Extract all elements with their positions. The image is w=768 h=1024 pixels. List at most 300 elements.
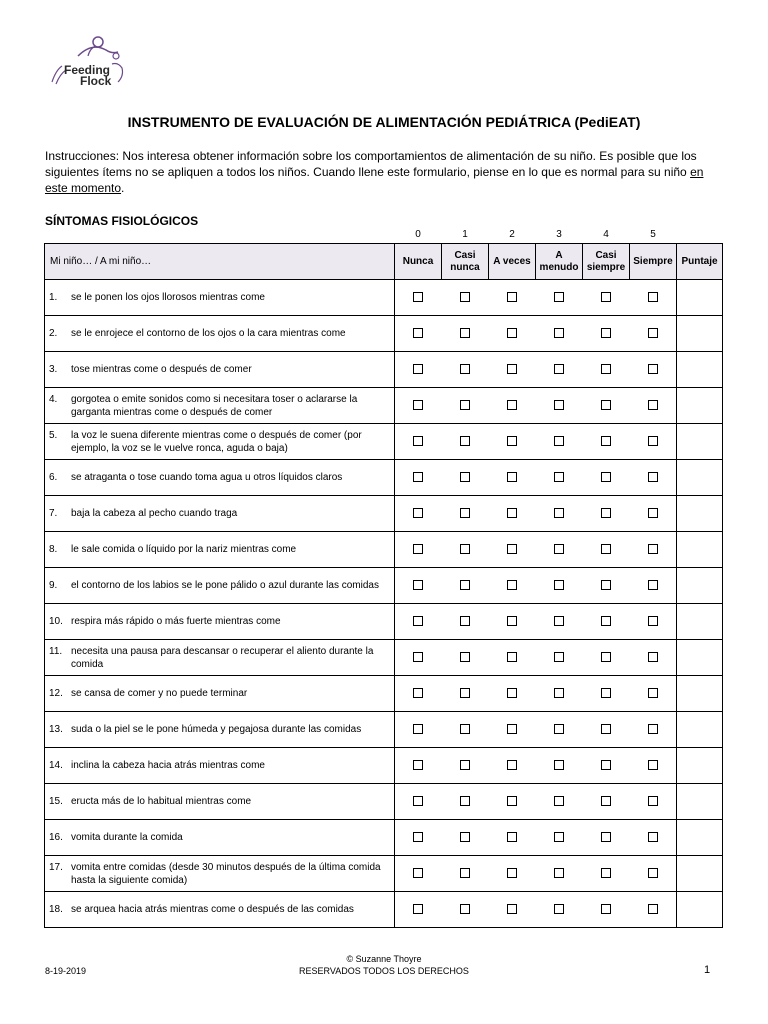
scale-number: 4 xyxy=(603,229,609,240)
answer-checkbox[interactable] xyxy=(507,328,517,338)
answer-checkbox[interactable] xyxy=(413,400,423,410)
option-cell xyxy=(630,388,677,424)
option-cell xyxy=(630,820,677,856)
question-number: 10. xyxy=(49,616,63,627)
answer-checkbox[interactable] xyxy=(507,436,517,446)
table-row xyxy=(45,712,723,748)
answer-checkbox[interactable] xyxy=(507,616,517,626)
table-row xyxy=(45,460,723,496)
header-first-column: Mi niño… / A mi niño… xyxy=(45,244,395,280)
answer-checkbox[interactable] xyxy=(554,544,564,554)
option-cell xyxy=(630,676,677,712)
answer-checkbox[interactable] xyxy=(413,472,423,482)
option-cell xyxy=(536,316,583,352)
questionnaire-table xyxy=(44,243,723,928)
option-cell xyxy=(489,604,536,640)
answer-checkbox[interactable] xyxy=(554,760,564,770)
answer-checkbox[interactable] xyxy=(601,580,611,590)
answer-checkbox[interactable] xyxy=(507,688,517,698)
answer-checkbox[interactable] xyxy=(648,508,658,518)
option-cell xyxy=(395,784,442,820)
answer-checkbox[interactable] xyxy=(601,472,611,482)
answer-checkbox[interactable] xyxy=(507,760,517,770)
answer-checkbox[interactable] xyxy=(413,724,423,734)
question-cell xyxy=(45,316,395,352)
option-cell xyxy=(489,388,536,424)
question-cell xyxy=(45,280,395,316)
option-cell xyxy=(395,496,442,532)
answer-checkbox[interactable] xyxy=(460,652,470,662)
question-number: 13. xyxy=(49,724,63,735)
question-cell xyxy=(45,424,395,460)
question-number: 14. xyxy=(49,760,63,771)
answer-checkbox[interactable] xyxy=(413,904,423,914)
table-row xyxy=(45,568,723,604)
answer-checkbox[interactable] xyxy=(554,904,564,914)
instructions-paragraph xyxy=(45,148,721,196)
question-cell xyxy=(45,388,395,424)
option-cell xyxy=(536,820,583,856)
question-cell xyxy=(45,820,395,856)
option-cell xyxy=(442,280,489,316)
scale-numbers xyxy=(0,229,768,243)
question-cell xyxy=(45,748,395,784)
answer-checkbox[interactable] xyxy=(413,292,423,302)
option-cell xyxy=(536,748,583,784)
option-cell xyxy=(395,676,442,712)
option-cell xyxy=(395,748,442,784)
answer-checkbox[interactable] xyxy=(507,580,517,590)
option-cell xyxy=(442,604,489,640)
feeding-flock-logo xyxy=(48,34,140,96)
option-cell xyxy=(536,532,583,568)
header-option-line2: nunca xyxy=(450,261,480,273)
question-text: el contorno de los labios se le pone pálido o azul durante las comidas xyxy=(71,580,379,591)
score-input-cell[interactable] xyxy=(677,424,723,460)
option-cell xyxy=(489,568,536,604)
answer-checkbox[interactable] xyxy=(460,688,470,698)
answer-checkbox[interactable] xyxy=(507,796,517,806)
question-text: vomita durante la comida xyxy=(71,832,183,843)
answer-checkbox[interactable] xyxy=(601,292,611,302)
score-input-cell[interactable] xyxy=(677,568,723,604)
answer-checkbox[interactable] xyxy=(413,868,423,878)
answer-checkbox[interactable] xyxy=(554,292,564,302)
question-number: 6. xyxy=(49,472,58,483)
option-cell xyxy=(630,784,677,820)
option-cell xyxy=(536,460,583,496)
option-cell xyxy=(489,748,536,784)
header-option-line2: menudo xyxy=(539,261,579,273)
option-cell xyxy=(442,496,489,532)
option-cell xyxy=(395,316,442,352)
score-input-cell[interactable] xyxy=(677,820,723,856)
answer-checkbox[interactable] xyxy=(460,508,470,518)
question-text: respira más rápido o más fuerte mientras come xyxy=(71,616,281,627)
answer-checkbox[interactable] xyxy=(460,292,470,302)
score-input-cell[interactable] xyxy=(677,352,723,388)
answer-checkbox[interactable] xyxy=(460,580,470,590)
option-cell xyxy=(583,784,630,820)
option-cell xyxy=(583,388,630,424)
option-cell xyxy=(583,712,630,748)
header-option-line1: Casi xyxy=(454,249,476,261)
answer-checkbox[interactable] xyxy=(554,400,564,410)
table-row xyxy=(45,856,723,892)
option-cell xyxy=(489,460,536,496)
option-cell xyxy=(630,604,677,640)
answer-checkbox[interactable] xyxy=(601,508,611,518)
answer-checkbox[interactable] xyxy=(460,616,470,626)
answer-checkbox[interactable] xyxy=(554,616,564,626)
option-cell xyxy=(536,856,583,892)
scale-number: 0 xyxy=(415,229,421,240)
question-cell xyxy=(45,460,395,496)
question-text: gorgotea o emite sonidos como si necesitara toser o aclararse la garganta mientras come o después de comer xyxy=(71,393,358,418)
answer-checkbox[interactable] xyxy=(413,580,423,590)
score-input-cell[interactable] xyxy=(677,748,723,784)
answer-checkbox[interactable] xyxy=(601,328,611,338)
question-number: 9. xyxy=(49,580,58,591)
option-cell xyxy=(630,748,677,784)
footer-rights: RESERVADOS TODOS LOS DERECHOS xyxy=(299,966,469,976)
answer-checkbox[interactable] xyxy=(507,652,517,662)
table-row xyxy=(45,388,723,424)
answer-checkbox[interactable] xyxy=(554,652,564,662)
question-text: se le ponen los ojos llorosos mientras come xyxy=(71,292,265,303)
score-input-cell[interactable] xyxy=(677,280,723,316)
score-input-cell[interactable] xyxy=(677,676,723,712)
answer-checkbox[interactable] xyxy=(648,868,658,878)
option-cell xyxy=(442,712,489,748)
option-cell xyxy=(630,568,677,604)
answer-checkbox[interactable] xyxy=(507,364,517,374)
answer-checkbox[interactable] xyxy=(554,580,564,590)
option-cell xyxy=(442,784,489,820)
question-number: 7. xyxy=(49,508,58,519)
answer-checkbox[interactable] xyxy=(601,796,611,806)
option-cell xyxy=(630,496,677,532)
option-cell xyxy=(442,820,489,856)
score-input-cell[interactable] xyxy=(677,856,723,892)
question-text: se arquea hacia atrás mientras come o después de las comidas xyxy=(71,904,354,915)
header-option-line1: Siempre xyxy=(633,255,673,267)
answer-checkbox[interactable] xyxy=(648,724,658,734)
answer-checkbox[interactable] xyxy=(601,760,611,770)
score-input-cell[interactable] xyxy=(677,784,723,820)
answer-checkbox[interactable] xyxy=(648,436,658,446)
option-cell xyxy=(489,640,536,676)
score-input-cell[interactable] xyxy=(677,460,723,496)
option-cell xyxy=(489,892,536,928)
table-row xyxy=(45,820,723,856)
option-cell xyxy=(395,604,442,640)
table-row xyxy=(45,640,723,676)
option-cell xyxy=(630,316,677,352)
score-input-cell[interactable] xyxy=(677,316,723,352)
question-text: se le enrojece el contorno de los ojos o la cara mientras come xyxy=(71,328,346,339)
answer-checkbox[interactable] xyxy=(413,436,423,446)
header-option xyxy=(442,244,489,280)
answer-checkbox[interactable] xyxy=(554,868,564,878)
option-cell xyxy=(630,640,677,676)
option-cell xyxy=(489,856,536,892)
answer-checkbox[interactable] xyxy=(601,832,611,842)
header-score: Puntaje xyxy=(677,244,723,280)
option-cell xyxy=(536,496,583,532)
option-cell xyxy=(536,280,583,316)
option-cell xyxy=(583,352,630,388)
option-cell xyxy=(630,532,677,568)
option-cell xyxy=(442,460,489,496)
answer-checkbox[interactable] xyxy=(601,544,611,554)
answer-checkbox[interactable] xyxy=(413,364,423,374)
scale-number: 2 xyxy=(509,229,515,240)
question-number: 16. xyxy=(49,832,63,843)
answer-checkbox[interactable] xyxy=(460,760,470,770)
footer-copyright: © Suzanne Thoyre xyxy=(346,954,422,964)
answer-checkbox[interactable] xyxy=(554,832,564,842)
option-cell xyxy=(583,820,630,856)
answer-checkbox[interactable] xyxy=(413,688,423,698)
option-cell xyxy=(395,532,442,568)
question-number: 5. xyxy=(49,429,58,441)
question-text: suda o la piel se le pone húmeda y pegajosa durante las comidas xyxy=(71,724,362,735)
scale-number: 1 xyxy=(462,229,468,240)
question-cell xyxy=(45,784,395,820)
option-cell xyxy=(442,856,489,892)
option-cell xyxy=(442,892,489,928)
question-cell xyxy=(45,604,395,640)
option-cell xyxy=(442,748,489,784)
answer-checkbox[interactable] xyxy=(507,868,517,878)
score-input-cell[interactable] xyxy=(677,604,723,640)
answer-checkbox[interactable] xyxy=(648,328,658,338)
question-number: 11. xyxy=(49,645,63,657)
answer-checkbox[interactable] xyxy=(554,796,564,806)
answer-checkbox[interactable] xyxy=(601,364,611,374)
question-cell xyxy=(45,892,395,928)
question-text: se cansa de comer y no puede terminar xyxy=(71,688,248,699)
answer-checkbox[interactable] xyxy=(507,472,517,482)
option-cell xyxy=(630,712,677,748)
option-cell xyxy=(395,388,442,424)
logo-text-line2: Flock xyxy=(80,74,112,88)
option-cell xyxy=(489,784,536,820)
question-text: la voz le suena diferente mientras come o después de comer (por ejemplo, la voz se le vuelve ronca, aguda o baja) xyxy=(71,429,362,454)
option-cell xyxy=(536,604,583,640)
table-row xyxy=(45,352,723,388)
answer-checkbox[interactable] xyxy=(507,292,517,302)
option-cell xyxy=(442,352,489,388)
question-cell xyxy=(45,532,395,568)
answer-checkbox[interactable] xyxy=(554,364,564,374)
answer-checkbox[interactable] xyxy=(648,544,658,554)
question-text: eructa más de lo habitual mientras come xyxy=(71,796,252,807)
table-row xyxy=(45,784,723,820)
instructions-underlined: en este momento xyxy=(45,165,704,195)
score-input-cell[interactable] xyxy=(677,892,723,928)
answer-checkbox[interactable] xyxy=(460,328,470,338)
answer-checkbox[interactable] xyxy=(460,472,470,482)
answer-checkbox[interactable] xyxy=(554,688,564,698)
header-option-line1: A xyxy=(555,249,563,261)
answer-checkbox[interactable] xyxy=(601,652,611,662)
instructions-end: . xyxy=(121,181,125,195)
answer-checkbox[interactable] xyxy=(413,616,423,626)
score-input-cell[interactable] xyxy=(677,496,723,532)
option-cell xyxy=(536,676,583,712)
answer-checkbox[interactable] xyxy=(460,436,470,446)
question-text: vomita entre comidas (desde 30 minutos después de la última comida hasta la siguiente comida) xyxy=(71,861,381,886)
option-cell xyxy=(583,532,630,568)
option-cell xyxy=(536,712,583,748)
header-option xyxy=(536,244,583,280)
answer-checkbox[interactable] xyxy=(507,832,517,842)
option-cell xyxy=(442,424,489,460)
answer-checkbox[interactable] xyxy=(648,400,658,410)
question-number: 8. xyxy=(49,544,58,555)
answer-checkbox[interactable] xyxy=(507,544,517,554)
question-cell xyxy=(45,676,395,712)
answer-checkbox[interactable] xyxy=(460,364,470,374)
answer-checkbox[interactable] xyxy=(648,832,658,842)
option-cell xyxy=(630,460,677,496)
option-cell xyxy=(583,892,630,928)
section-title: SÍNTOMAS FISIOLÓGICOS xyxy=(45,214,199,228)
answer-checkbox[interactable] xyxy=(507,400,517,410)
answer-checkbox[interactable] xyxy=(648,688,658,698)
answer-checkbox[interactable] xyxy=(601,868,611,878)
header-option-line1: A veces xyxy=(493,255,531,267)
answer-checkbox[interactable] xyxy=(554,328,564,338)
answer-checkbox[interactable] xyxy=(554,436,564,446)
option-cell xyxy=(630,892,677,928)
option-cell xyxy=(583,496,630,532)
answer-checkbox[interactable] xyxy=(413,328,423,338)
answer-checkbox[interactable] xyxy=(460,796,470,806)
answer-checkbox[interactable] xyxy=(413,544,423,554)
option-cell xyxy=(489,424,536,460)
table-row xyxy=(45,748,723,784)
question-number: 1. xyxy=(49,292,58,303)
answer-checkbox[interactable] xyxy=(554,724,564,734)
answer-checkbox[interactable] xyxy=(648,472,658,482)
answer-checkbox[interactable] xyxy=(413,508,423,518)
question-number: 15. xyxy=(49,796,63,807)
answer-checkbox[interactable] xyxy=(601,688,611,698)
option-cell xyxy=(630,424,677,460)
footer-date: 8-19-2019 xyxy=(45,966,87,976)
option-cell xyxy=(489,532,536,568)
answer-checkbox[interactable] xyxy=(554,472,564,482)
question-cell xyxy=(45,856,395,892)
answer-checkbox[interactable] xyxy=(648,292,658,302)
footer-center xyxy=(0,953,768,977)
header-option xyxy=(395,244,442,280)
answer-checkbox[interactable] xyxy=(507,508,517,518)
option-cell xyxy=(489,280,536,316)
option-cell xyxy=(395,820,442,856)
question-cell xyxy=(45,712,395,748)
answer-checkbox[interactable] xyxy=(648,652,658,662)
score-input-cell[interactable] xyxy=(677,532,723,568)
answer-checkbox[interactable] xyxy=(460,544,470,554)
question-text: inclina la cabeza hacia atrás mientras come xyxy=(71,760,265,771)
answer-checkbox[interactable] xyxy=(648,364,658,374)
answer-checkbox[interactable] xyxy=(601,436,611,446)
score-input-cell[interactable] xyxy=(677,388,723,424)
table-row xyxy=(45,280,723,316)
answer-checkbox[interactable] xyxy=(601,724,611,734)
answer-checkbox[interactable] xyxy=(460,904,470,914)
answer-checkbox[interactable] xyxy=(601,400,611,410)
option-cell xyxy=(583,748,630,784)
table-row xyxy=(45,676,723,712)
answer-checkbox[interactable] xyxy=(648,904,658,914)
option-cell xyxy=(442,676,489,712)
option-cell xyxy=(489,820,536,856)
header-option-line2: siempre xyxy=(586,261,626,273)
header-option-line1: Casi xyxy=(595,249,617,261)
answer-checkbox[interactable] xyxy=(460,724,470,734)
option-cell xyxy=(395,352,442,388)
table-row xyxy=(45,892,723,928)
option-cell xyxy=(489,352,536,388)
answer-checkbox[interactable] xyxy=(413,760,423,770)
answer-checkbox[interactable] xyxy=(648,796,658,806)
answer-checkbox[interactable] xyxy=(413,796,423,806)
option-cell xyxy=(395,712,442,748)
option-cell xyxy=(395,424,442,460)
option-cell xyxy=(442,640,489,676)
option-cell xyxy=(442,532,489,568)
option-cell xyxy=(395,856,442,892)
table-row xyxy=(45,316,723,352)
answer-checkbox[interactable] xyxy=(507,904,517,914)
option-cell xyxy=(583,856,630,892)
answer-checkbox[interactable] xyxy=(648,760,658,770)
answer-checkbox[interactable] xyxy=(648,616,658,626)
table-row xyxy=(45,532,723,568)
answer-checkbox[interactable] xyxy=(554,508,564,518)
score-input-cell[interactable] xyxy=(677,640,723,676)
answer-checkbox[interactable] xyxy=(648,580,658,590)
option-cell xyxy=(442,388,489,424)
option-cell xyxy=(583,604,630,640)
scale-number: 3 xyxy=(556,229,562,240)
option-cell xyxy=(630,280,677,316)
answer-checkbox[interactable] xyxy=(460,400,470,410)
question-number: 2. xyxy=(49,328,58,339)
question-cell xyxy=(45,496,395,532)
option-cell xyxy=(442,316,489,352)
answer-checkbox[interactable] xyxy=(413,832,423,842)
header-option xyxy=(630,244,677,280)
score-input-cell[interactable] xyxy=(677,712,723,748)
answer-checkbox[interactable] xyxy=(460,832,470,842)
answer-checkbox[interactable] xyxy=(601,904,611,914)
answer-checkbox[interactable] xyxy=(413,652,423,662)
answer-checkbox[interactable] xyxy=(507,724,517,734)
scale-number: 5 xyxy=(650,229,656,240)
answer-checkbox[interactable] xyxy=(601,616,611,626)
option-cell xyxy=(395,568,442,604)
page-number: 1 xyxy=(704,964,711,976)
header-option-line1: Nunca xyxy=(402,255,434,267)
question-text: baja la cabeza al pecho cuando traga xyxy=(71,508,238,519)
answer-checkbox[interactable] xyxy=(460,868,470,878)
